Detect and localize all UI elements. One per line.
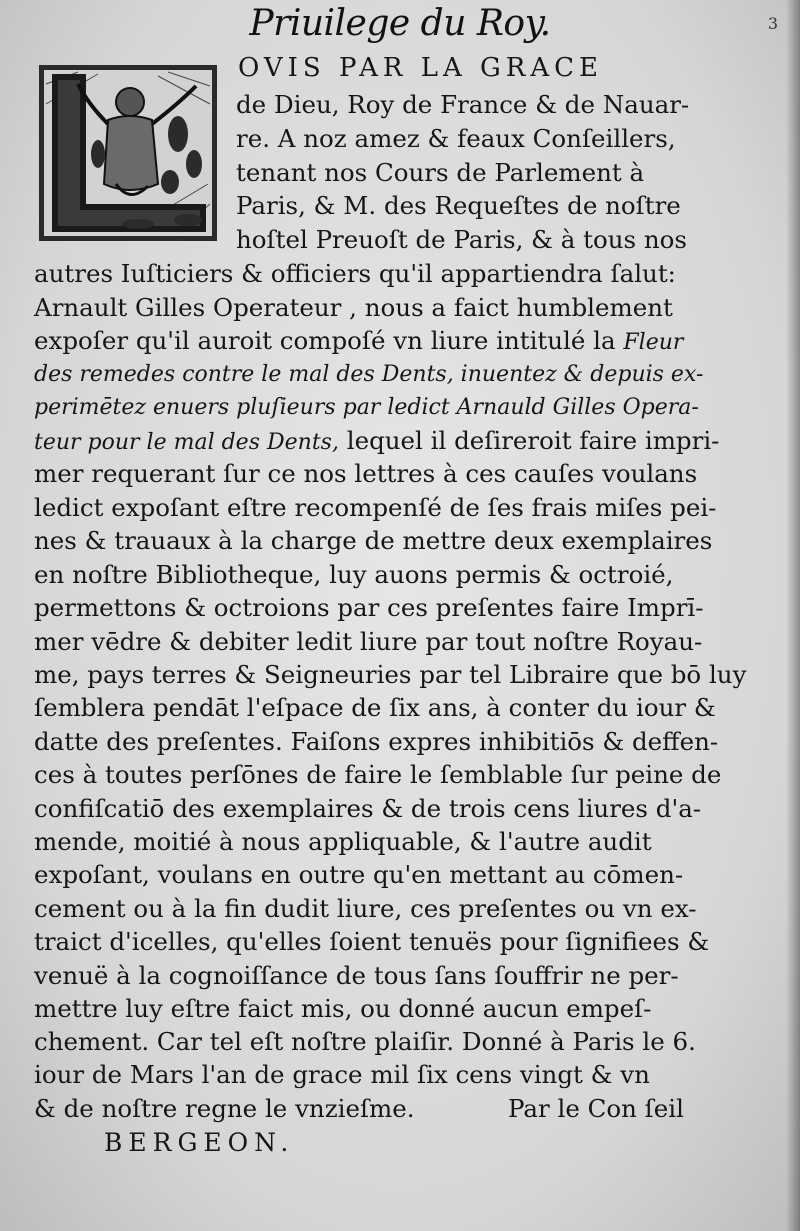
ornamental-initial-L-icon <box>38 64 218 242</box>
text-line: OVIS PAR LA GRACE <box>238 53 604 83</box>
text-line: iour de Mars l'an de grace mil ſix cens vingt & vn <box>34 1060 650 1089</box>
text-segment: expoſer qu'il auroit compoſé vn liure intitulé la <box>34 326 616 355</box>
text-line: tenant nos Cours de Parlement à <box>236 158 645 187</box>
text-line: ledict expoſant eſtre recompenſé de ſes frais miſes pei- <box>34 493 717 522</box>
text-line: re. A noz amez & feaux Conſeillers, <box>236 124 676 153</box>
signature-name: BERGEON. <box>104 1128 295 1157</box>
text-line: hoſtel Preuoſt de Paris, & à tous nos <box>236 225 687 254</box>
text-line: nes & trauaux à la charge de mettre deux exemplaires <box>34 526 713 555</box>
text-line: & de noſtre regne le vnzieſme. <box>34 1094 415 1123</box>
text-line <box>34 425 719 459</box>
text-line: confiſcatiō des exemplaires & de trois cens liures d'a- <box>34 794 702 823</box>
text-line: datte des preſentes. Faiſons expres inhibitiōs & deffen- <box>34 727 719 756</box>
text-line: me, pays terres & Seigneuries par tel Libraire que bō luy <box>34 660 747 689</box>
page-gutter-shadow <box>786 0 800 1231</box>
text-line: Arnault Gilles Operateur , nous a faict humblement <box>34 293 673 322</box>
text-line: mende, moitié à nous appliquable, & l'autre audit <box>34 827 652 856</box>
folio-number: 3 <box>767 14 778 33</box>
text-line: chement. Car tel eſt noſtre plaiſir. Donné à Paris le 6. <box>34 1027 696 1056</box>
text-line: ſemblera pendāt l'eſpace de ſix ans, à conter du iour & <box>34 693 716 722</box>
text-line: mer vēdre & debiter ledit liure par tout noſtre Royau- <box>34 627 703 656</box>
text-line: en noſtre Bibliotheque, luy auons permis & octroié, <box>34 560 674 589</box>
text-line <box>34 325 683 359</box>
text-line: permettons & octroions par ces preſentes faire Imprī- <box>34 593 704 622</box>
book-title-italic: des remedes contre le mal des Dents, inuentez & depuis ex- <box>34 362 704 387</box>
book-title-italic: Fleur <box>623 330 684 355</box>
text-line: traict d'icelles, qu'elles ſoient tenuës pour ſignifiees & <box>34 927 710 956</box>
text-line: cement ou à la fin dudit liure, ces preſentes ou vn ex- <box>34 894 697 923</box>
text-line: Paris, & M. des Requeſtes de noſtre <box>236 191 681 220</box>
text-line: de Dieu, Roy de France & de Nauar- <box>236 90 690 119</box>
book-title-italic: teur pour le mal des Dents, <box>34 430 339 455</box>
text-line: venuë à la cognoiſſance de tous ſans ſouffrir ne per- <box>34 961 679 990</box>
text-line: autres Iuſticiers & officiers qu'il appartiendra ſalut: <box>34 259 676 288</box>
book-title-italic: perimētez enuers pluſieurs par ledict Arnauld Gilles Opera- <box>34 395 699 420</box>
text-line: ces à toutes perſōnes de faire le ſemblable ſur peine de <box>34 760 722 789</box>
text-line: mettre luy eſtre faict mis, ou donné aucun empeſ- <box>34 994 652 1023</box>
text-line: mer requerant ſur ce nos lettres à ces cauſes voulans <box>34 459 698 488</box>
page-heading: Priuilege du Roy. <box>249 3 551 44</box>
text-line: expoſant, voulans en outre qu'en mettant au cōmen- <box>34 860 684 889</box>
text-segment: lequel il deſireroit faire impri- <box>346 426 720 455</box>
signature-attribution: Par le Con ſeil <box>508 1094 684 1123</box>
